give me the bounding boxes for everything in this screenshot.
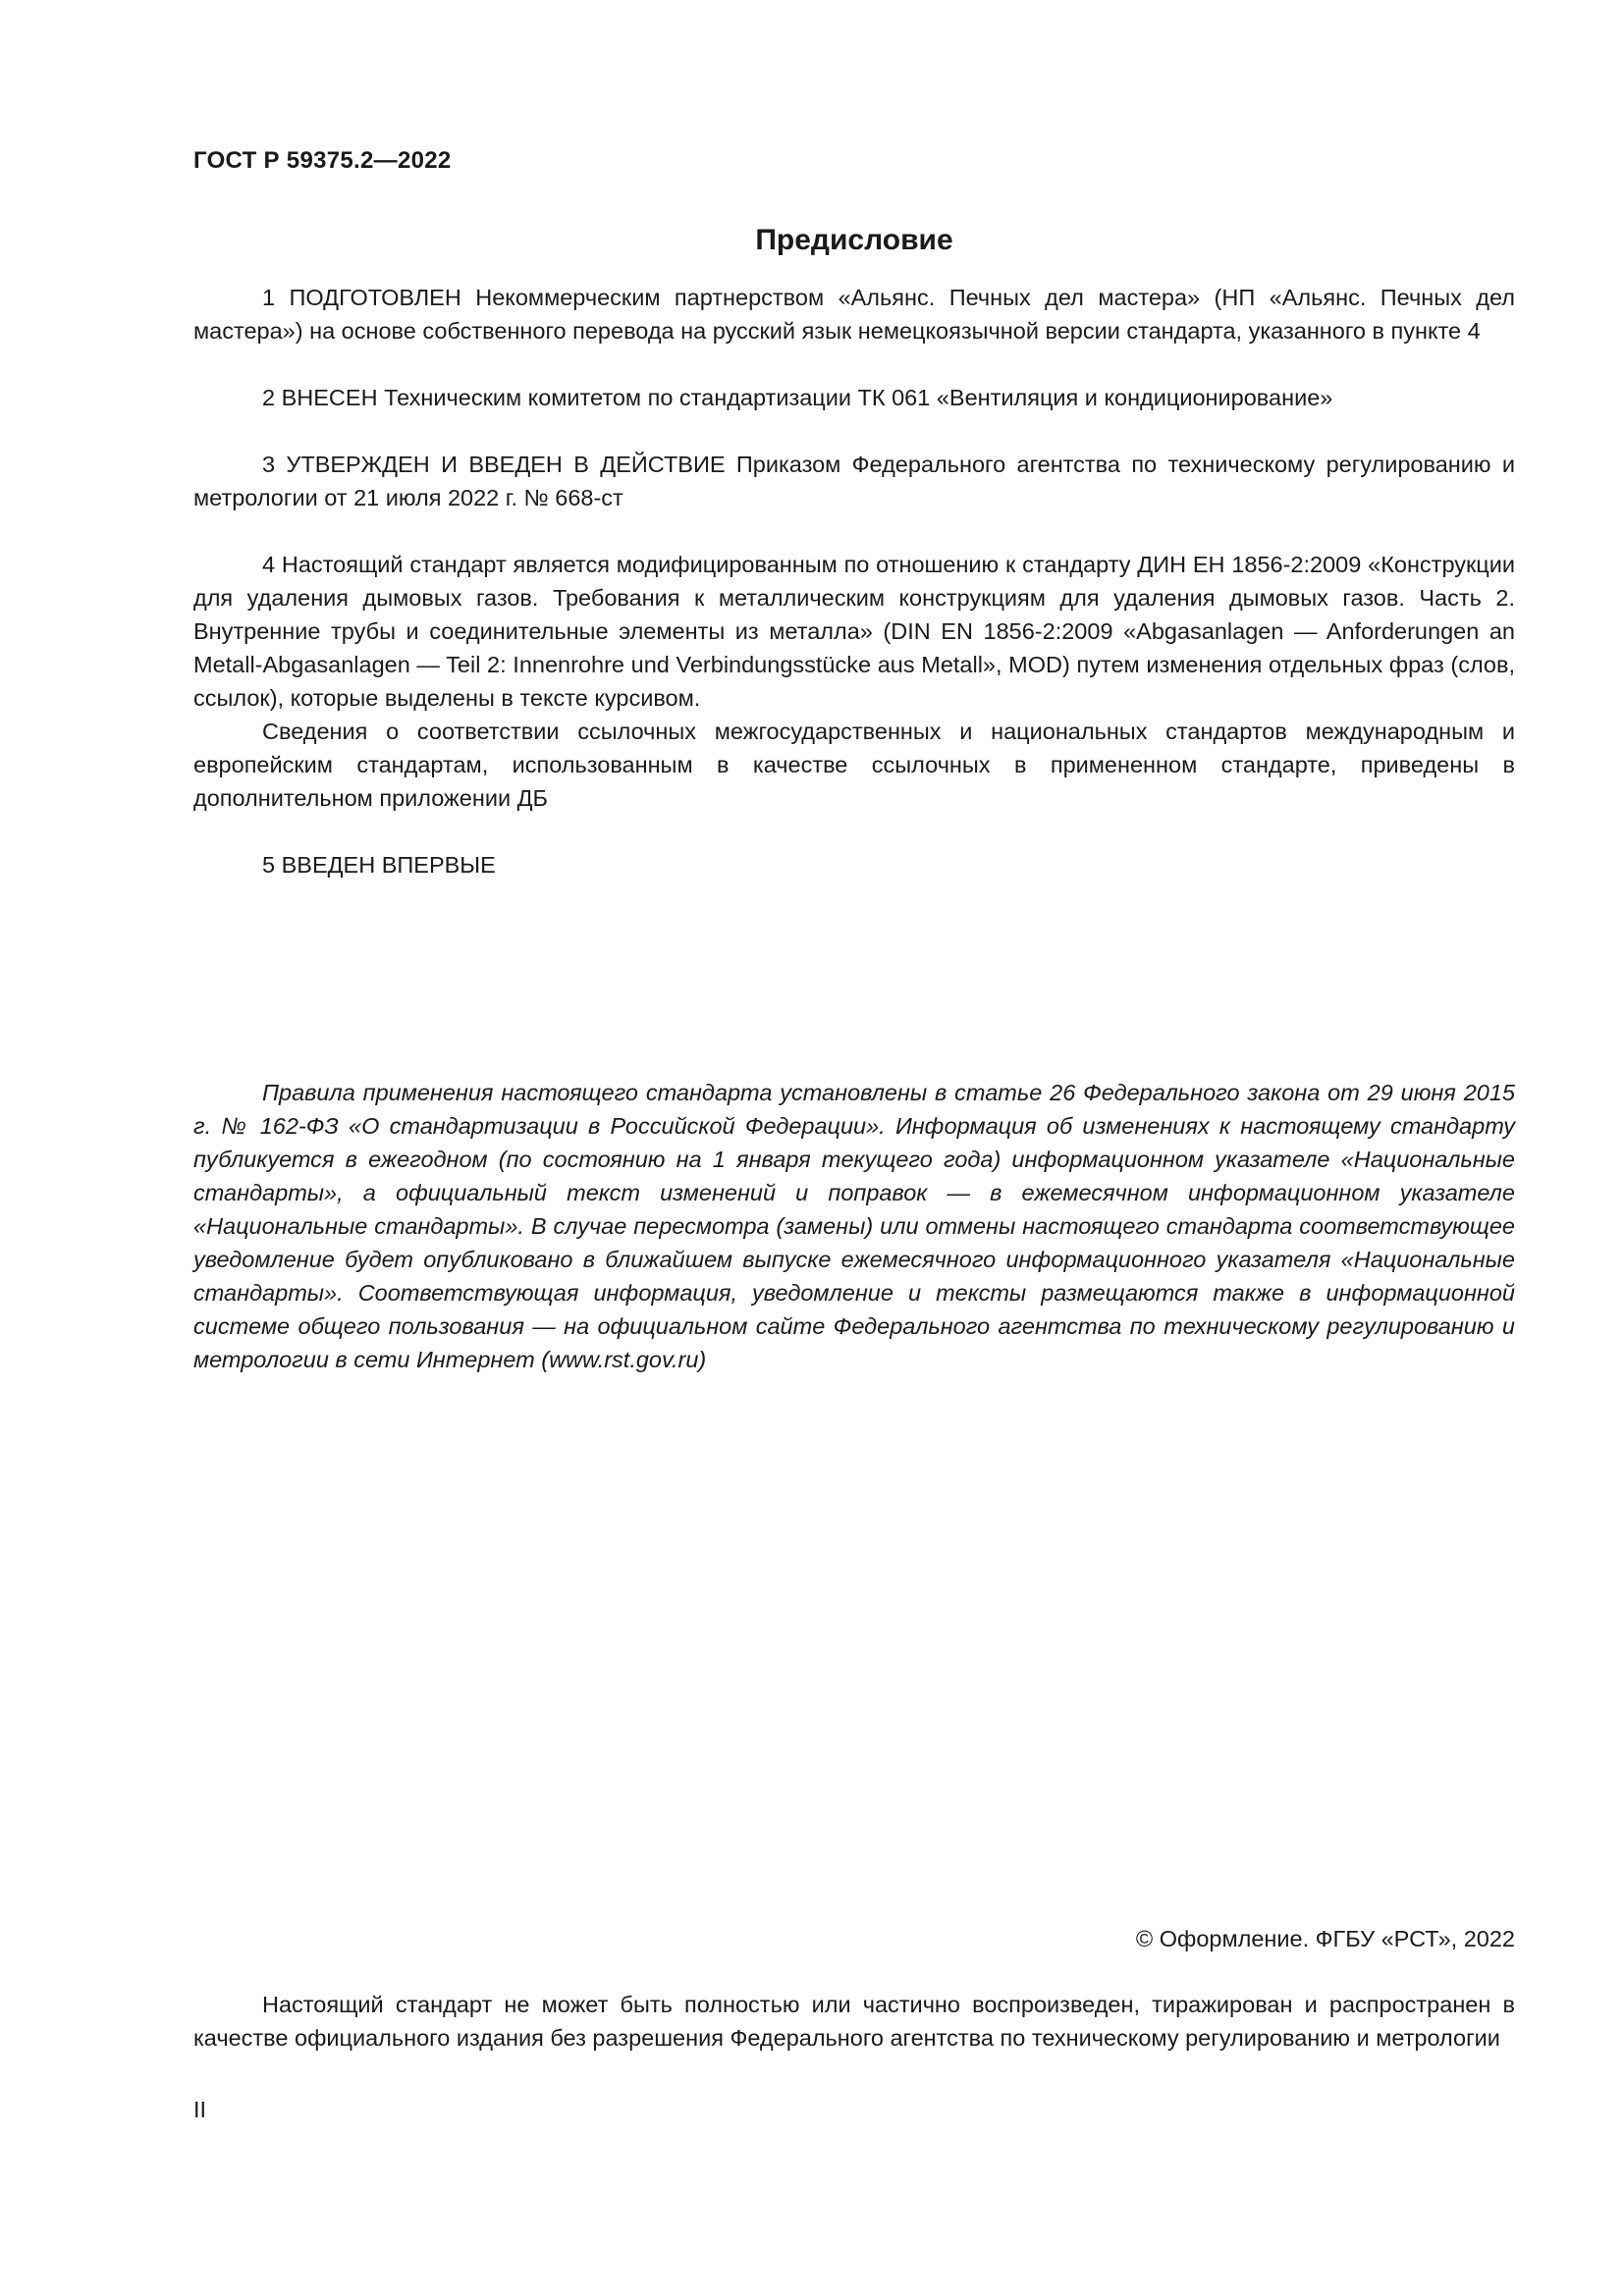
foreword-item-2: 2 ВНЕСЕН Техническим комитетом по стандартизации ТК 061 «Вентиляция и кондиционирование» [262,385,1333,410]
section-title: Предисловие [755,224,953,256]
foreword-item-3: 3 УТВЕРЖДЕН И ВВЕДЕН В ДЕЙСТВИЕ Приказом Федерального агентства по техническому регулированию и метрологии от 21 июля 2022 г. № 668-ст [193,452,1515,510]
application-rules-text: Правила применения настоящего стандарта установлены в статье 26 Федерального закона от 29 июня 2015 г. № 162-ФЗ «О стандартизации в Российской Федерации». Информация об изменениях к настоящему стандарту публикуется в ежегодном (по состоянию на 1 января текущего года) информационном указателе «Национальные стандарты», а официальный текст изменений и поправок — в ежемесячном информационном указателе «Национальные стандарты». В случае пересмотра (замены) или отмены настоящего стандарта соответствующее уведомление будет опубликовано в ближайшем выпуске ежемесячного информационного указателя «Национальные стандарты». Соответствующая информация, уведомление и тексты размещаются также в информационной системе общего пользования — на официальном сайте Федерального агентства по техническому регулированию и метрологии в сети Интернет (www.rst.gov.ru) [193,1080,1515,1372]
page-number: II [193,2097,207,2122]
foreword-item-5: 5 ВВЕДЕН ВПЕРВЫЕ [262,852,496,878]
foreword-item-4-note: Сведения о соответствии ссылочных межгосударственных и национальных стандартов международным и европейским стандартам, использованным в качестве ссылочных в примененном стандарте, приведены в дополнительном приложении ДБ [193,719,1515,811]
foreword-item-1: 1 ПОДГОТОВЛЕН Некоммерческим партнерством «Альянс. Печных дел мастера» (НП «Альянс. Печных дел мастера») на основе собственного перевода на русский язык немецкоязычной версии стандарта, указанного в пункте 4 [193,285,1515,344]
foreword-item-4: 4 Настоящий стандарт является модифицированным по отношению к стандарту ДИН ЕН 1856-2:2009 «Конструкции для удаления дымовых газов. Требования к металлическим конструкциям для удаления дымовых газов. Часть 2. Внутренние трубы и соединительные элементы из металла» (DIN EN 1856-2:2009 «Abgasanlagen — Anforderungen an Metall-Abgasanlagen — Teil 2: Innenrohre und Verbindungsstücke aus Metall», MOD) путем изменения отдельных фраз (слов, ссылок), которые выделены в тексте курсивом. [193,552,1515,711]
foreword-body [193,281,1515,881]
copyright-notice: © Оформление. ФГБУ «РСТ», 2022 [1135,1926,1515,1951]
document-code: ГОСТ Р 59375.2—2022 [193,147,452,174]
reproduction-restriction: Настоящий стандарт не может быть полностью или частично воспроизведен, тиражирован и распространен в качестве официального издания без разрешения Федерального агентства по техническому регулированию и метрологии [193,1992,1515,2051]
